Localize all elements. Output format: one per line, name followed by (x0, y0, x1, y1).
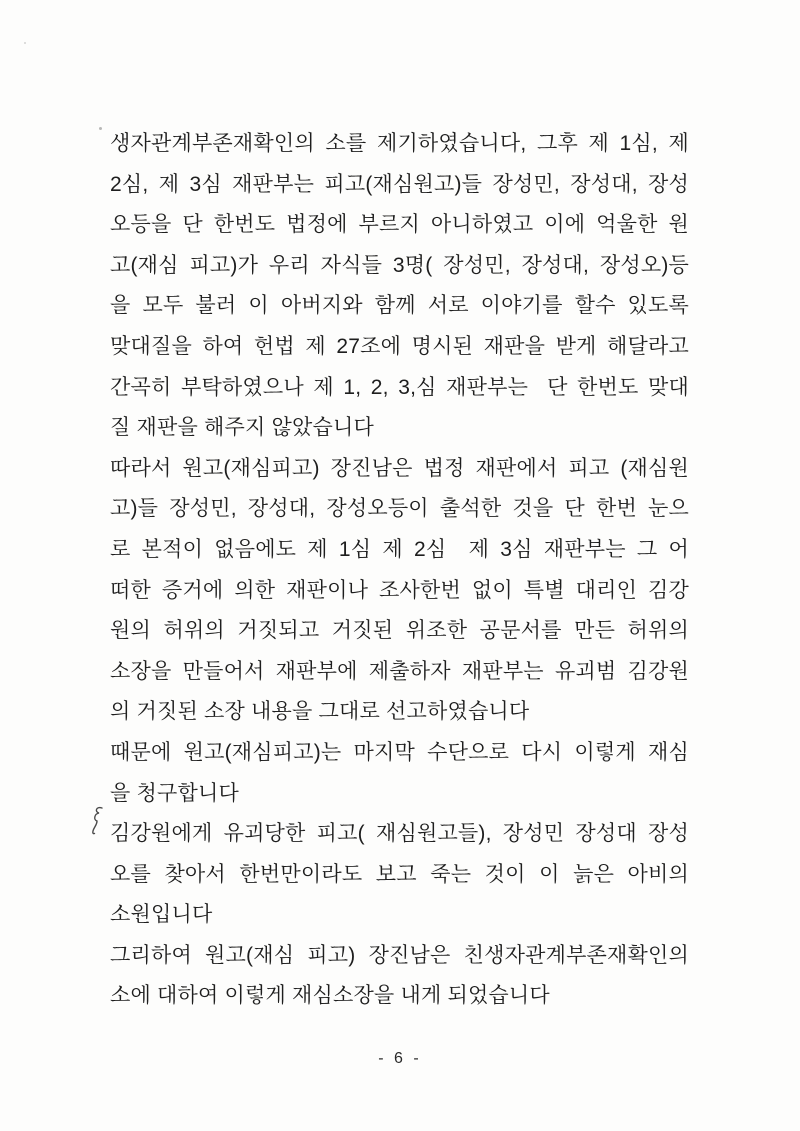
document-line: 소원입니다 (110, 903, 213, 927)
pen-squiggle-icon (90, 805, 106, 837)
document-line: 의 거짓된 소장 내용을 그대로 선고하였습니다 (110, 700, 530, 724)
document-line: 2심, 제 3심 재판부는 피고(재심원고)들 장성민, 장성대, 장성 (110, 172, 689, 196)
document-line: 로 본적이 없음에도 제 1심 제 2심 제 3심 재판부는 그 어 (110, 537, 689, 561)
document-line: 때문에 원고(재심피고)는 마지막 수단으로 다시 이렇게 재심 (110, 740, 689, 764)
document-line: 떠한 증거에 의한 재판이나 조사한번 없이 특별 대리인 김강 (110, 578, 689, 602)
document-line: 오등을 단 한번도 법정에 부르지 아니하였고 이에 억울한 원 (110, 213, 689, 237)
document-line: 고(재심 피고)가 우리 자식들 3명( 장성민, 장성대, 장성오)등 (110, 253, 689, 277)
document-line: 김강원에게 유괴당한 피고( 재심원고들), 장성민 장성대 장성 (110, 822, 689, 846)
document-text-block (110, 124, 689, 1017)
document-line: 질 재판을 해주지 않았습니다 (110, 416, 374, 440)
document-line: 원의 허위의 거짓되고 거짓된 위조한 공문서를 만든 허위의 (110, 619, 689, 643)
document-line: 그리하여 원고(재심 피고) 장진남은 친생자관계부존재확인의 (110, 943, 689, 967)
document-line: 소장을 만들어서 재판부에 제출하자 재판부는 유괴범 김강원 (110, 659, 689, 683)
scan-noise-speck (24, 42, 26, 44)
document-line: 따라서 원고(재심피고) 장진남은 법정 재판에서 피고 (재심원 (110, 456, 689, 480)
document-line: 생자관계부존재확인의 소를 제기하였습니다, 그후 제 1심, 제 (110, 132, 689, 155)
document-line: 을 청구합니다 (110, 781, 239, 805)
document-line: 을 모두 불러 이 아버지와 함께 서로 이야기를 할수 있도록 (110, 294, 689, 318)
scan-noise-speck (99, 127, 102, 130)
document-line: 오를 찾아서 한번만이라도 보고 죽는 것이 이 늙은 아비의 (110, 862, 689, 886)
document-line: 고)들 장성민, 장성대, 장성오등이 출석한 것을 단 한번 눈으 (110, 497, 689, 521)
document-line: 맞대질을 하여 헌법 제 27조에 명시된 재판을 받게 해달라고 (110, 334, 689, 358)
document-line: 소에 대하여 이렇게 재심소장을 내게 되었습니다 (110, 984, 550, 1008)
page-number: - 6 - (378, 1050, 422, 1067)
document-line: 간곡히 부탁하였으나 제 1, 2, 3,심 재판부는 단 한번도 맞대 (110, 375, 689, 399)
